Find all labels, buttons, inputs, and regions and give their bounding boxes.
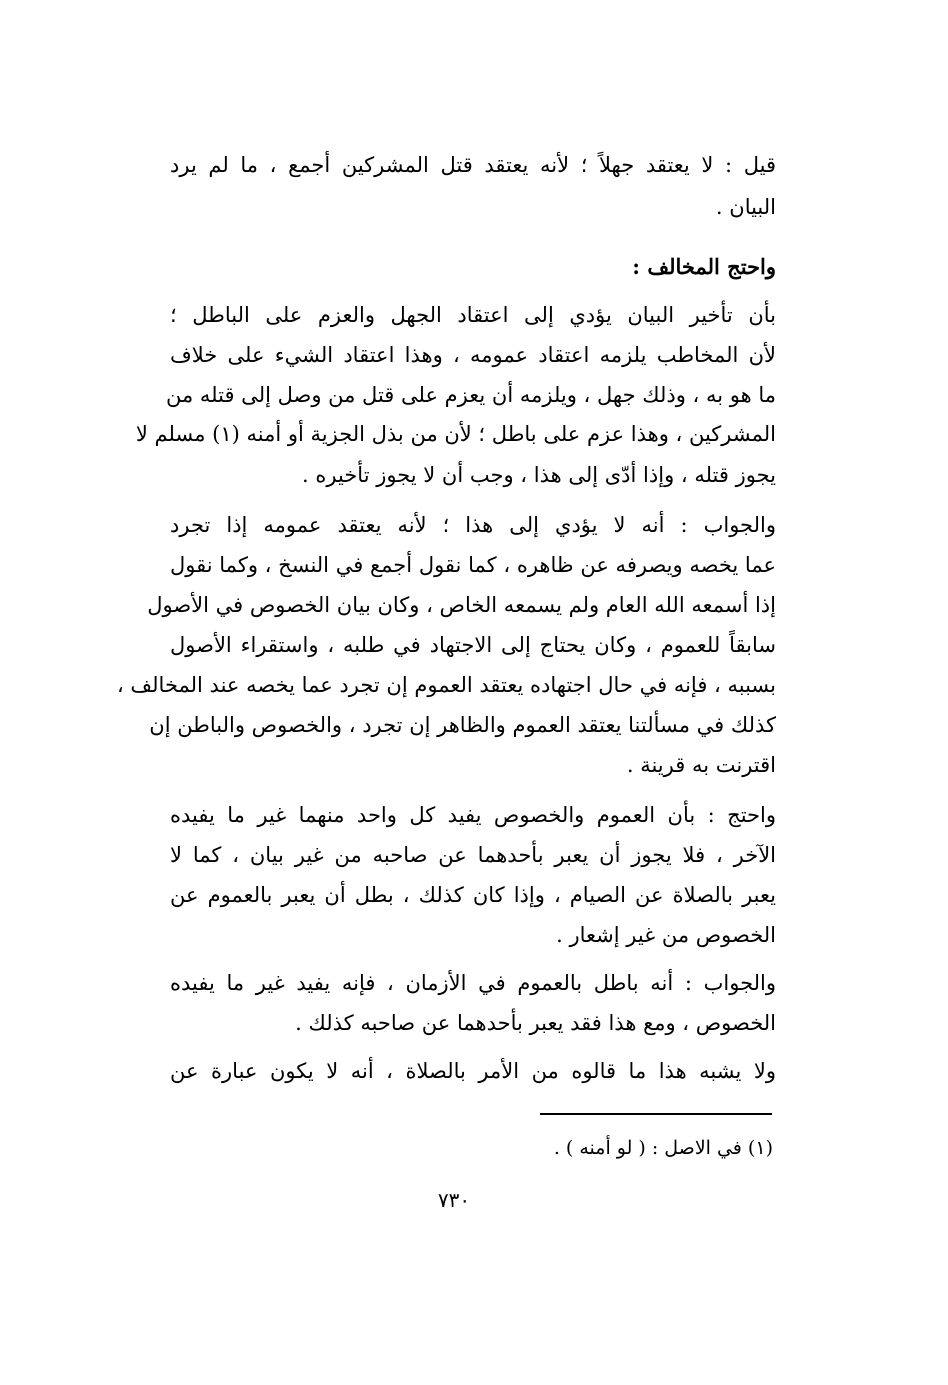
section-heading: واحتج المخالف : xyxy=(632,254,776,279)
text-line: والجواب : أنه باطل بالعموم في الأزمان ، فإنه يفيد غير ما يفيده xyxy=(170,971,776,995)
text-line: والجواب : أنه لا يؤدي إلى هذا ؛ لأنه يعتقد عمومه إذا تجرد xyxy=(170,513,776,537)
text-line: كذلك في مسألتنا يعتقد العموم والظاهر إن تجرد ، والخصوص والباطن إن xyxy=(149,713,776,737)
text-line: واحتج : بأن العموم والخصوص يفيد كل واحد منهما غير ما يفيده xyxy=(170,803,776,827)
footnote-separator xyxy=(540,1113,772,1115)
page-number: ٧٣٠ xyxy=(437,1188,471,1212)
text-line: يعبر بالصلاة عن الصيام ، وإذا كان كذلك ، بطل أن يعبر بالعموم عن xyxy=(170,883,776,907)
text-line: بأن تأخير البيان يؤدي إلى اعتقاد الجهل والعزم على الباطل ؛ xyxy=(170,303,776,327)
text-line: المشركين ، وهذا عزم على باطل ؛ لأن من بذل الجزية أو أمنه (١) مسلم لا xyxy=(135,422,776,446)
text-line: الخصوص من غير إشعار . xyxy=(556,923,776,947)
text-line: عما يخصه ويصرفه عن ظاهره ، كما نقول أجمع في النسخ ، وكما نقول xyxy=(170,553,776,577)
footnote: (١) في الاصل : ( لو أمنه ) . xyxy=(553,1137,773,1159)
text-line: الآخر ، فلا يجوز أن يعبر بأحدهما عن صاحبه من غير بيان ، كما لا xyxy=(170,843,776,867)
text-line: لأن المخاطب يلزمه اعتقاد عمومه ، وهذا اعتقاد الشيء على خلاف xyxy=(170,343,776,367)
text-line: سابقاً للعموم ، وكان يحتاج إلى الاجتهاد في طلبه ، واستقراء الأصول xyxy=(170,633,776,657)
text-line: ولا يشبه هذا ما قالوه من الأمر بالصلاة ، أنه لا يكون عبارة عن xyxy=(170,1059,776,1083)
text-line: بسببه ، فإنه في حال اجتهاده يعتقد العموم إن تجرد عما يخصه عند المخالف ، xyxy=(116,673,776,697)
text-line: يجوز قتله ، وإذا أدّى إلى هذا ، وجب أن لا يجوز تأخيره . xyxy=(302,463,776,487)
text-line: البيان . xyxy=(715,195,776,219)
text-line: قيل : لا يعتقد جهلاً ؛ لأنه يعتقد قتل المشركين أجمع ، ما لم يرد xyxy=(170,153,776,177)
text-line: إذا أسمعه الله العام ولم يسمعه الخاص ، وكان بيان الخصوص في الأصول xyxy=(147,593,776,617)
text-line: ما هو به ، وذلك جهل ، ويلزمه أن يعزم على قتل من وصل إلى قتله من xyxy=(166,383,776,407)
text-line: اقترنت به قرينة . xyxy=(626,753,776,777)
text-line: الخصوص ، ومع هذا فقد يعبر بأحدهما عن صاحبه كذلك . xyxy=(295,1011,776,1035)
